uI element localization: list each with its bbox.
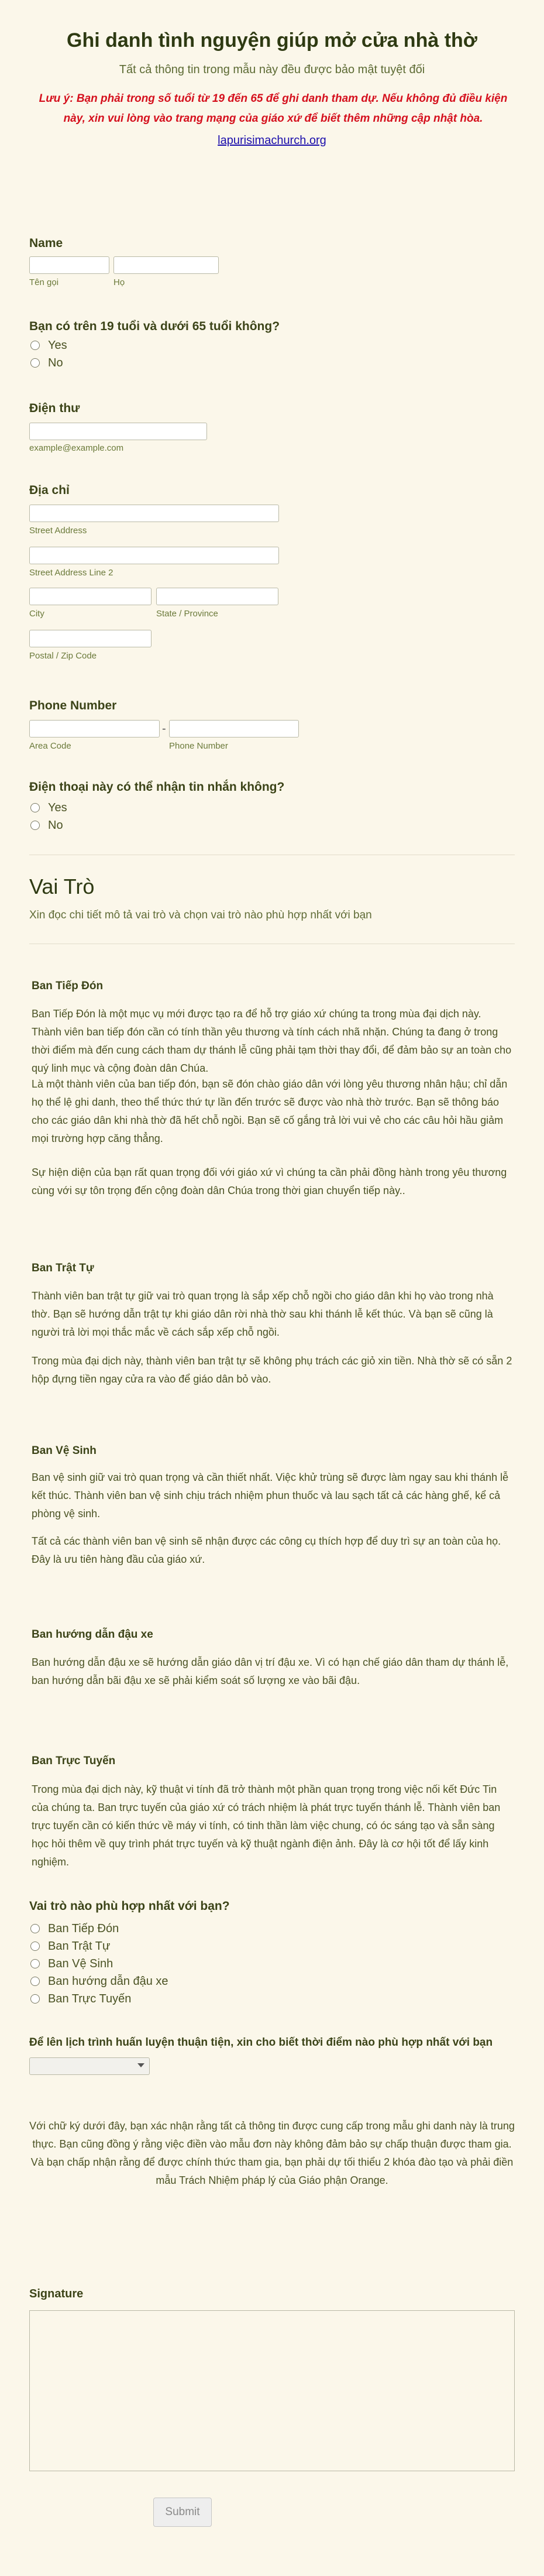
city-sublabel: City <box>29 609 44 619</box>
consent-text: Với chữ ký dưới đây, bạn xác nhận rằng tất cả thông tin được cung cấp trong mẫu ghi danh này là trung thực. Bạn cũng đồng ý rằng việc điền vào mẫu đơn này không đảm bảo sự chấp thuận được tham gia. Và bạn chấp nhận rằng để được chính thức tham gia, bạn phải dự tối thiểu 2 khóa đào tạo và phải điền mẫu Trách Nhiệm pháp lý của Giáo phận Orange. <box>29 2120 515 2186</box>
area-code-sublabel: Area Code <box>29 741 71 751</box>
role-option-trat-tu[interactable] <box>30 1939 110 1953</box>
radio-button[interactable] <box>30 821 40 830</box>
role-option-label: Ban Tiếp Đón <box>48 1922 119 1935</box>
signature-pad[interactable] <box>29 2310 515 2471</box>
age-option-yes[interactable] <box>30 338 67 352</box>
chevron-down-icon <box>137 2063 144 2067</box>
role-option-label: Ban Trật Tự <box>48 1939 111 1953</box>
street-address-2-sublabel: Street Address Line 2 <box>29 568 113 578</box>
role-description: Ban hướng dẫn đậu xe sẽ hướng dẫn giáo dân vị trí đậu xe. Vì có hạn chế giáo dân tham dự thánh lễ, ban hướng dẫn bãi đậu xe sẽ phải kiểm soát số lượng xe vào bãi đậu. <box>32 1656 509 1686</box>
role-description: Thành viên ban trật tự giữ vai trò quan trọng là sắp xếp chỗ ngồi cho giáo dân khi họ vào trong nhà thờ. Bạn sẽ hướng dẫn trật tự khi giáo dân rời nhà thờ sau khi thánh lễ kết thúc. Và bạn sẽ cũng là người trả lời mọi thắc mắc về cách sắp xếp chỗ ngồi. <box>32 1290 494 1338</box>
role-title-truc-tuyen: Ban Trực Tuyến <box>32 1755 116 1767</box>
postal-code-input[interactable] <box>29 630 152 647</box>
sms-option-yes[interactable] <box>30 801 67 815</box>
phone-dash: - <box>162 722 166 735</box>
role-description: Ban vệ sinh giữ vai trò quan trọng và cần thiết nhất. Việc khử trùng sẽ được làm ngay sau khi thánh lễ kết thúc. Thành viên ban vệ sinh chịu trách nhiệm phun thuốc và lau sạch tất cả các hàng ghế, kể cả phòng vệ sinh. <box>32 1471 509 1519</box>
form-title: Ghi danh tình nguyện giúp mở cửa nhà thờ <box>67 29 477 52</box>
role-title-ve-sinh: Ban Vệ Sinh <box>32 1445 97 1457</box>
roles-section-title: Vai Trò <box>29 874 95 898</box>
role-option-dau-xe[interactable] <box>30 1974 168 1988</box>
radio-button[interactable] <box>30 803 40 812</box>
email-sublabel: example@example.com <box>29 443 124 453</box>
role-option-label: Ban Trực Tuyến <box>48 1992 132 2005</box>
postal-code-sublabel: Postal / Zip Code <box>29 651 97 661</box>
role-title-tiep-don: Ban Tiếp Đón <box>32 980 104 992</box>
radio-button[interactable] <box>30 1994 40 2004</box>
first-name-input[interactable] <box>29 256 109 274</box>
training-time-label: Để lên lịch trình huấn luyện thuận tiện, xin cho biết thời điểm nào phù hợp nhất với bạn <box>29 2036 493 2049</box>
role-description: Trong mùa đại dịch này, thành viên ban trật tự sẽ không phụ trách các giỏ xin tiền. Nhà thờ sẽ có sẵn 2 hộp đựng tiền ngay cửa ra vào để giáo dân bỏ vào. <box>32 1355 512 1385</box>
role-option-truc-tuyen[interactable] <box>30 1992 131 2006</box>
role-option-ve-sinh[interactable] <box>30 1957 113 1971</box>
last-name-sublabel: Họ <box>113 277 125 287</box>
roles-section-subtitle: Xin đọc chi tiết mô tả vai trò và chọn vai trò nào phù hợp nhất với bạn <box>29 909 372 921</box>
role-description: Trong mùa đại dịch này, kỹ thuật vi tính đã trở thành một phần quan trọng trong việc nối kết Đức Tin của chúng ta. Ban trực tuyến của giáo xứ có trách nhiệm là phát trực tuyến thánh lễ. Thành viên ban trực tuyến cần có kiến thức về máy vi tính, có tinh thần làm việc chung, có óc sáng tạo và sẵn sàng học hỏi thêm về quy trình phát trực tuyến và kỹ thuật ngành điện ảnh. Đây là cơ hội tốt để lấy kinh nghiệm. <box>32 1783 501 1868</box>
submit-button[interactable]: Submit <box>153 2498 212 2527</box>
church-website-link[interactable]: lapurisimachurch.org <box>218 134 326 147</box>
sms-option-no[interactable] <box>30 818 63 832</box>
street-address-input[interactable] <box>29 505 279 522</box>
radio-button[interactable] <box>30 1959 40 1968</box>
phone-label: Phone Number <box>29 699 117 712</box>
sms-option-no-label: No <box>48 818 63 832</box>
address-label: Địa chỉ <box>29 483 70 497</box>
first-name-sublabel: Tên gọi <box>29 277 59 287</box>
role-option-tiep-don[interactable] <box>30 1922 119 1936</box>
email-input[interactable] <box>29 423 207 440</box>
training-time-select[interactable] <box>29 2057 150 2075</box>
role-option-label: Ban hướng dẫn đậu xe <box>48 1974 168 1988</box>
radio-button[interactable] <box>30 1942 40 1951</box>
area-code-input[interactable] <box>29 720 160 738</box>
age-option-no[interactable] <box>30 356 63 370</box>
state-input[interactable] <box>156 588 278 605</box>
age-option-no-label: No <box>48 356 63 369</box>
radio-button[interactable] <box>30 1924 40 1933</box>
signature-label: Signature <box>29 2287 84 2300</box>
role-description: Là một thành viên của ban tiếp đón, bạn sẽ đón chào giáo dân với lòng yêu thương nhân hậu; chỉ dẫn họ thể lệ ghi danh, theo thể thức thứ tự lần đến trước sẽ được vào nhà thờ trước. Bạn sẽ thông báo cho các giáo dân khi nhà thờ đã hết chỗ ngồi. Bạn sẽ cố gắng trả lời vui vẻ cho các câu hỏi hầu giảm mọi trường hợp căng thẳng. <box>32 1078 508 1144</box>
sms-option-yes-label: Yes <box>48 801 67 814</box>
role-option-label: Ban Vệ Sinh <box>48 1957 113 1970</box>
role-description: Ban Tiếp Đón là một mục vụ mới được tạo ra để hỗ trợ giáo xứ chúng ta trong mùa đại dịch này. Thành viên ban tiếp đón cần có tính thần yêu thương và tính cách nhã nhặn. Chúng ta đang ở trong thời điểm mà đến cung cách tham dự thánh lễ cũng phải tạm thời thay đổi, để đảm bảo sự an toàn cho quý linh mục và cộng đoàn dân Chúa. <box>32 1008 512 1074</box>
form-subtitle: Tất cả thông tin trong mẫu này đều được bảo mật tuyệt đối <box>119 63 425 76</box>
role-title-trat-tu: Ban Trật Tự <box>32 1262 94 1274</box>
age-warning: Lưu ý: Bạn phải trong số tuổi từ 19 đến 65 để ghi danh tham dự. Nếu không đủ điều kiện này, xin vui lòng vào trang mạng của giáo xứ để biết thêm những cập nhật hòa. <box>39 92 508 125</box>
street-address-2-input[interactable] <box>29 547 279 564</box>
street-address-sublabel: Street Address <box>29 526 87 536</box>
radio-button[interactable] <box>30 1977 40 1986</box>
email-label: Điện thư <box>29 402 80 415</box>
phone-number-sublabel: Phone Number <box>169 741 228 751</box>
radio-button[interactable] <box>30 341 40 350</box>
phone-number-input[interactable] <box>169 720 299 738</box>
role-description: Tất cả các thành viên ban vệ sinh sẽ nhận được các công cụ thích hợp để duy trì sự an toàn của họ. Đây là ưu tiên hàng đầu của giáo xứ. <box>32 1535 501 1565</box>
last-name-input[interactable] <box>113 256 219 274</box>
role-description: Sự hiện diện của bạn rất quan trọng đối với giáo xứ vì chúng ta cần phải đồng hành trong yêu thương cùng với sự tôn trọng đến cộng đoàn dân Chúa trong thời gian chuyển tiếp này.. <box>32 1167 507 1196</box>
radio-button[interactable] <box>30 358 40 368</box>
role-choice-label: Vai trò nào phù hợp nhất với bạn? <box>29 1899 230 1913</box>
city-input[interactable] <box>29 588 152 605</box>
name-label: Name <box>29 236 63 250</box>
role-title-dau-xe: Ban hướng dẫn đậu xe <box>32 1628 153 1641</box>
age-option-yes-label: Yes <box>48 338 67 352</box>
age-question-label: Bạn có trên 19 tuổi và dưới 65 tuổi không? <box>29 320 280 333</box>
sms-question-label: Điện thoại này có thể nhận tin nhắn không? <box>29 780 285 794</box>
state-sublabel: State / Province <box>156 609 218 619</box>
